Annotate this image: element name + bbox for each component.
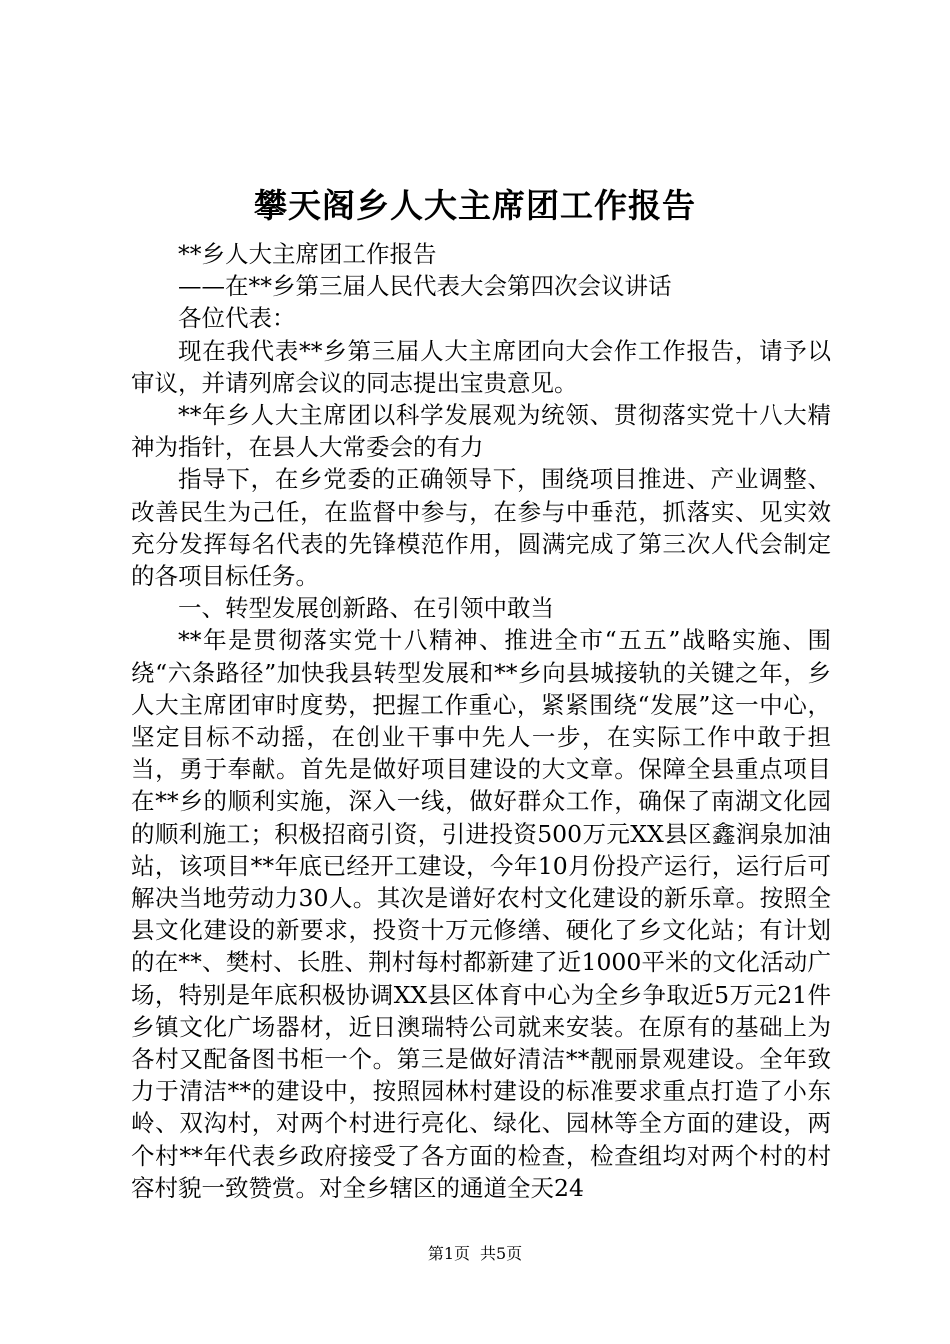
page-number: 第1页 [427, 1244, 470, 1263]
body-paragraph: **年乡人大主席团以科学发展观为统领、贯彻落实党十八大精神为指针，在县人大常委会的有力 [131, 401, 831, 462]
document-body [131, 238, 831, 1204]
page-footer [0, 1242, 950, 1266]
document-title: 攀天阁乡人大主席团工作报告 [254, 186, 696, 225]
salutation: 各位代表： [178, 304, 296, 333]
report-subtitle-line: ——在**乡第三届人民代表大会第四次会议讲话 [178, 272, 672, 301]
page-total: 共5页 [480, 1244, 523, 1263]
body-paragraph: **年是贯彻落实党十八精神、推进全市“五五”战略实施、围绕“六条路径”加快我县转型发展和**乡向县城接轨的关键之年，乡人大主席团审时度势，把握工作重心，紧紧围绕“发展”这一中心，坚定目标不动摇，在创业干事中先人一步，在实际工作中敢于担当，勇于奉献。首先是做好项目建设的大文章。保障全县重点项目在**乡的顺利实施，深入一线，做好群众工作，确保了南湖文化园的顺利施工；积极招商引资，引进投资500万元XX县区鑫润泉加油站，该项目**年底已经开工建设，今年10月份投产运行，运行后可解决当地劳动力30人。其次是谱好农村文化建设的新乐章。按照全县文化建设的新要求，投资十万元修缮、硬化了乡文化站；有计划的在**、樊村、长胜、荆村每村都新建了近1000平米的文化活动广场，特别是年底积极协调XX县区体育中心为全乡争取近5万元21件乡镇文化广场器材，近日澳瑞特公司就来安装。在原有的基础上为各村又配备图书柜一个。第三是做好清洁**靓丽景观建设。全年致力于清洁**的建设中，按照园林村建设的标准要求重点打造了小东岭、双沟村，对两个村进行亮化、绿化、园林等全方面的建设，两个村**年代表乡政府接受了各方面的检查，检查组均对两个村的村容村貌一致赞赏。对全乡辖区的通道全天24 [131, 626, 831, 1202]
body-paragraph: 指导下，在乡党委的正确领导下，围绕项目推进、产业调整、改善民生为己任，在监督中参与，在参与中垂范，抓落实、见实效充分发挥每名代表的先锋模范作用，圆满完成了第三次人代会制定的各项目标任务。 [131, 465, 831, 591]
report-subject-line: **乡人大主席团工作报告 [178, 240, 437, 268]
section-heading: 一、转型发展创新路、在引领中敢当 [178, 594, 554, 623]
body-paragraph: 现在我代表**乡第三届人大主席团向大会作工作报告，请予以审议，并请列席会议的同志提出宝贵意见。 [131, 336, 831, 397]
